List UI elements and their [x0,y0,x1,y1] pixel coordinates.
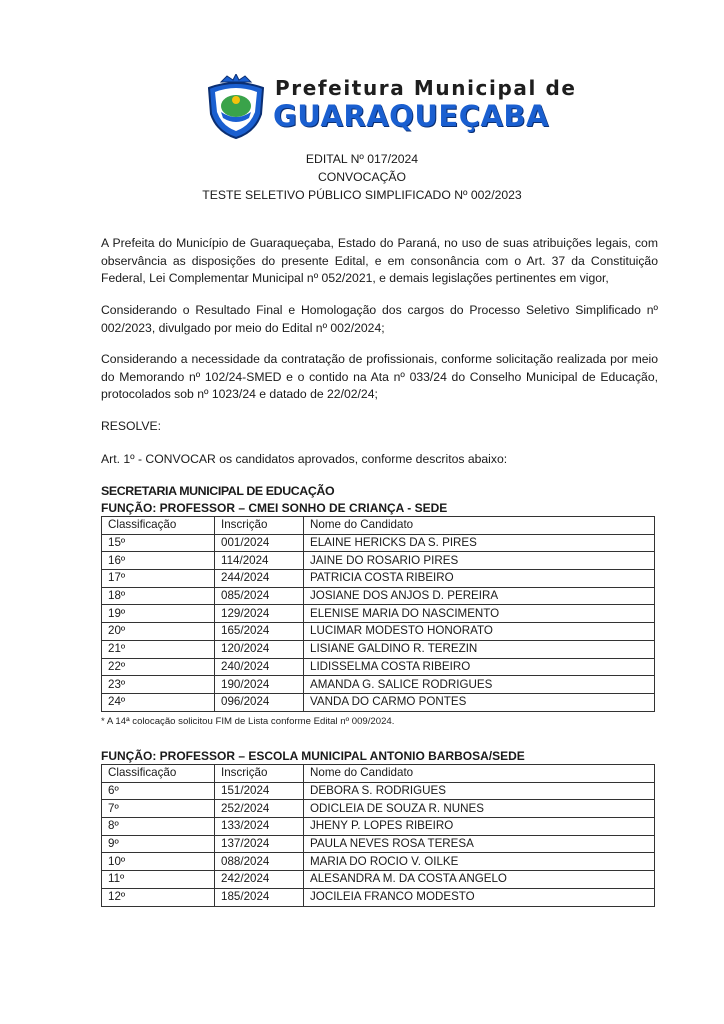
column-header: Inscrição [215,517,304,535]
table-header-row [102,517,655,535]
classificacao-cell: 23º [102,676,215,694]
inscricao-cell: 242/2024 [215,871,304,889]
nome-cell: JHENY P. LOPES RIBEIRO [304,818,655,836]
classificacao-cell: 8º [102,818,215,836]
inscricao-cell: 185/2024 [215,888,304,906]
table-row [102,587,655,605]
header-logo [203,72,577,142]
nome-cell: ELENISE MARIA DO NASCIMENTO [304,605,655,623]
table-row [102,835,655,853]
classificacao-cell: 17º [102,570,215,588]
nome-cell: JOCILEIA FRANCO MODESTO [304,888,655,906]
candidates-table-escola [101,764,655,907]
nome-cell: LIDISSELMA COSTA RIBEIRO [304,658,655,676]
column-header: Classificação [102,765,215,783]
intro-paragraph: A Prefeita do Município de Guaraqueçaba, Estado do Paraná, no uso de suas atribuições legais, com observância as disposições do presente Edital, e em consonância com o Art. 37 da Constituição Federal, Lei Complementar Municipal nº 052/2021, e demais legislações pertinentes em vigor, [101,236,658,286]
nome-cell: PAULA NEVES ROSA TERESA [304,835,655,853]
inscricao-cell: 133/2024 [215,818,304,836]
table-row [102,640,655,658]
classificacao-cell: 7º [102,800,215,818]
inscricao-cell: 244/2024 [215,570,304,588]
nome-cell: ODICLEIA DE SOUZA R. NUNES [304,800,655,818]
classificacao-cell: 9º [102,835,215,853]
nome-cell: VANDA DO CARMO PONTES [304,693,655,711]
classificacao-cell: 16º [102,552,215,570]
inscricao-cell: 114/2024 [215,552,304,570]
table-row [102,693,655,711]
classificacao-cell: 18º [102,587,215,605]
brand-city-name: GUARAQUEÇABA [273,99,549,133]
inscricao-cell: 252/2024 [215,800,304,818]
inscricao-cell: 129/2024 [215,605,304,623]
inscricao-cell: 120/2024 [215,640,304,658]
classificacao-cell: 11º [102,871,215,889]
classificacao-cell: 10º [102,853,215,871]
considerando-paragraph-1: Considerando o Resultado Final e Homologação dos cargos do Processo Seletivo Simplificado nº 002/2023, divulgado por meio do Edital nº 002/2024; [101,303,658,335]
column-header: Inscrição [215,765,304,783]
table1-footnote: * A 14ª colocação solicitou FIM de Lista conforme Edital nº 009/2024. [101,716,395,727]
nome-cell: MARIA DO ROCIO V. OILKE [304,853,655,871]
classificacao-cell: 24º [102,693,215,711]
municipal-crest-icon [203,74,269,140]
inscricao-cell: 085/2024 [215,587,304,605]
convocacao-title: CONVOCAÇÃO [317,170,407,184]
inscricao-cell: 240/2024 [215,658,304,676]
inscricao-cell: 088/2024 [215,853,304,871]
edital-number: EDITAL Nº 017/2024 [305,152,419,166]
document-titles [0,150,724,204]
nome-cell: AMANDA G. SALICE RODRIGUES [304,676,655,694]
nome-cell: LISIANE GALDINO R. TEREZIN [304,640,655,658]
classificacao-cell: 6º [102,782,215,800]
classificacao-cell: 22º [102,658,215,676]
table-row [102,888,655,906]
inscricao-cell: 096/2024 [215,693,304,711]
classificacao-cell: 15º [102,534,215,552]
table-row [102,853,655,871]
considerando-paragraph-2: Considerando a necessidade da contratação de profissionais, conforme solicitação realizada por meio do Memorando nº 102/24-SMED e o contido na Ata nº 033/24 do Conselho Municipal de Educação, protocolados sob nº 1023/24 e datado de 22/02/24; [101,352,658,402]
column-header: Nome do Candidato [304,517,655,535]
table-row [102,623,655,641]
teste-seletivo-title: TESTE SELETIVO PÚBLICO SIMPLIFICADO Nº 002/2023 [202,188,522,202]
table1-title: FUNÇÃO: PROFESSOR – CMEI SONHO DE CRIANÇA - SEDE [101,501,448,515]
nome-cell: DEBORA S. RODRIGUES [304,782,655,800]
table-row [102,800,655,818]
table-row [102,818,655,836]
classificacao-cell: 21º [102,640,215,658]
table-row [102,534,655,552]
table2-title: FUNÇÃO: PROFESSOR – ESCOLA MUNICIPAL ANTONIO BARBOSA/SEDE [101,749,525,763]
table-header-row [102,765,655,783]
table-row [102,658,655,676]
table-row [102,782,655,800]
table-row [102,570,655,588]
article-1-text: Art. 1º - CONVOCAR os candidatos aprovados, conforme descritos abaixo: [101,452,508,466]
inscricao-cell: 190/2024 [215,676,304,694]
inscricao-cell: 165/2024 [215,623,304,641]
nome-cell: ALESANDRA M. DA COSTA ANGELO [304,871,655,889]
nome-cell: LUCIMAR MODESTO HONORATO [304,623,655,641]
classificacao-cell: 19º [102,605,215,623]
table-row [102,552,655,570]
inscricao-cell: 151/2024 [215,782,304,800]
brand-prefeitura-text: Prefeitura Municipal de [275,76,577,100]
column-header: Nome do Candidato [304,765,655,783]
candidates-table-cmei [101,516,655,712]
nome-cell: PATRICIA COSTA RIBEIRO [304,570,655,588]
resolve-text: RESOLVE: [101,419,162,433]
table-row [102,871,655,889]
nome-cell: JOSIANE DOS ANJOS D. PEREIRA [304,587,655,605]
section-heading: SECRETARIA MUNICIPAL DE EDUCAÇÃO [101,484,335,498]
table-row [102,676,655,694]
table-row [102,605,655,623]
inscricao-cell: 001/2024 [215,534,304,552]
column-header: Classificação [102,517,215,535]
classificacao-cell: 20º [102,623,215,641]
nome-cell: JAINE DO ROSARIO PIRES [304,552,655,570]
nome-cell: ELAINE HERICKS DA S. PIRES [304,534,655,552]
classificacao-cell: 12º [102,888,215,906]
inscricao-cell: 137/2024 [215,835,304,853]
